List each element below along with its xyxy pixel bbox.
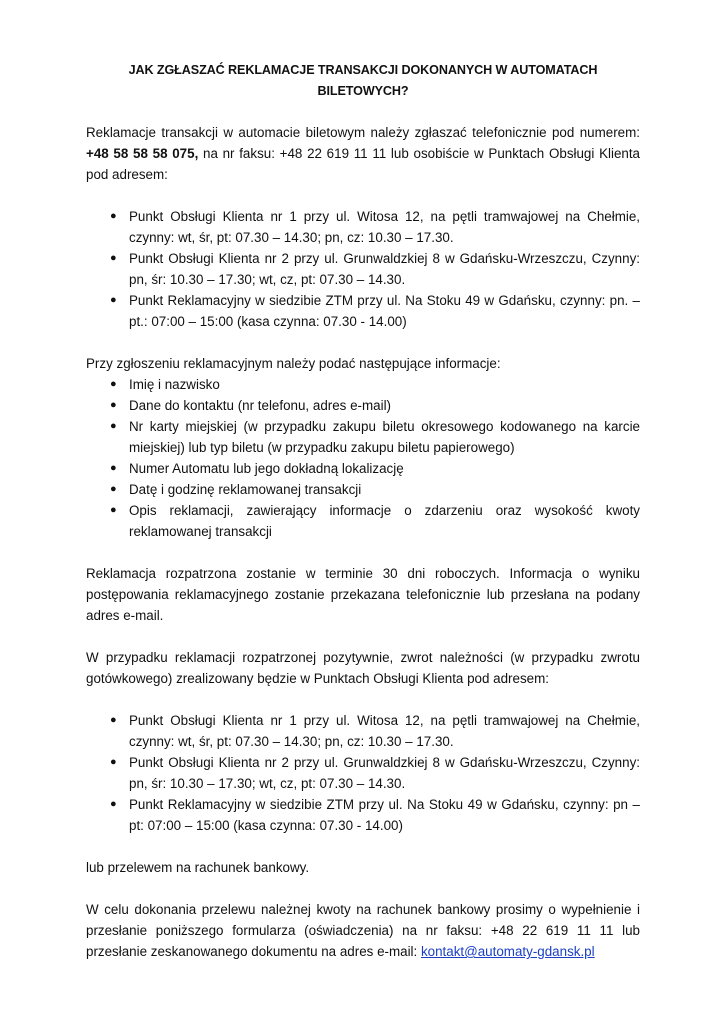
locations-list-2	[86, 710, 640, 836]
list-item	[86, 290, 640, 332]
list-item-text: Numer Automatu lub jego dokładną lokalizację	[129, 461, 404, 476]
list-item	[86, 248, 640, 290]
list-item	[86, 395, 640, 416]
intro-text: Reklamacje transakcji w automacie biletowym należy zgłaszać telefonicznie pod numerem:	[86, 125, 640, 140]
list-item-text: Imię i nazwisko	[129, 377, 220, 392]
email-link[interactable]: kontakt@automaty-gdansk.pl	[420, 944, 595, 959]
bullet-icon: ●	[110, 252, 117, 264]
list-item	[86, 458, 640, 479]
intro-text-after: na nr faksu: +48 22 619 11 11 lub osobiście w Punktach Obsługi Klienta pod adresem:	[86, 146, 641, 182]
list-item	[86, 206, 640, 248]
locations-list-1	[86, 206, 640, 332]
list-item-text: Opis reklamacji, zawierający informacje o zdarzeniu oraz wysokość kwoty reklamowanej transakcji	[129, 503, 640, 539]
bullet-icon: ●	[110, 483, 117, 495]
list-item-text: Punkt Reklamacyjny w siedzibie ZTM przy ul. Na Stoku 49 w Gdańsku, czynny: pn – pt: 07:00 – 15:00 (kasa czynna: 07.30 - 14.00)	[129, 797, 640, 833]
list-item-text: Dane do kontaktu (nr telefonu, adres e-mail)	[129, 398, 392, 413]
page-title: JAK ZGŁASZAĆ REKLAMACJE TRANSAKCJI DOKONANYCH W AUTOMATACH BILETOWYCH?	[128, 63, 598, 98]
list-item	[86, 416, 640, 458]
transfer-text: W celu dokonania przelewu należnej kwoty na rachunek bankowy prosimy o wypełnienie i przesłanie poniższego formularza (oświadczenia) na nr faksu: +48 22 619 11 11 lub przesłanie zeskanowanego dokumentu na adres e-mail:	[86, 902, 640, 959]
refund-paragraph: W przypadku reklamacji rozpatrzonej pozytywnie, zwrot należności (w przypadku zwrotu gotówkowego) zrealizowany będzie w Punktach Obsługi Klienta pod adresem:	[86, 650, 640, 686]
list-item	[86, 710, 640, 752]
info-list	[86, 374, 640, 542]
intro-paragraph	[86, 122, 640, 185]
bullet-icon: ●	[110, 504, 117, 516]
list-item-text: Punkt Obsługi Klienta nr 2 przy ul. Grunwaldzkiej 8 w Gdańsku-Wrzeszczu, Czynny: pn, śr: 10.30 – 17.30; wt, cz, pt: 07.30 – 14.30.	[129, 755, 640, 791]
info-intro: Przy zgłoszeniu reklamacyjnym należy podać następujące informacje:	[86, 356, 501, 371]
list-item	[86, 752, 640, 794]
list-item	[86, 374, 640, 395]
bullet-icon: ●	[110, 210, 117, 222]
bullet-icon: ●	[110, 294, 117, 306]
list-item	[86, 500, 640, 542]
bullet-icon: ●	[110, 462, 117, 474]
bank-transfer-line: lub przelewem na rachunek bankowy.	[86, 860, 310, 875]
bullet-icon: ●	[110, 399, 117, 411]
review-paragraph: Reklamacja rozpatrzona zostanie w terminie 30 dni roboczych. Informacja o wyniku postępowania reklamacyjnego zostanie przekazana telefonicznie lub przesłana na podany adres e-mail.	[86, 566, 640, 623]
list-item-text: Nr karty miejskiej (w przypadku zakupu biletu okresowego kodowanego na karcie miejskiej) lub typ biletu (w przypadku zakupu biletu papierowego)	[129, 419, 640, 455]
list-item-text: Punkt Obsługi Klienta nr 2 przy ul. Grunwaldzkiej 8 w Gdańsku-Wrzeszczu, Czynny: pn, śr: 10.30 – 17.30; wt, cz, pt: 07.30 – 14.30.	[129, 251, 640, 287]
list-item	[86, 794, 640, 836]
bullet-icon: ●	[110, 714, 117, 726]
list-item	[86, 479, 640, 500]
transfer-paragraph	[86, 899, 640, 962]
document-page	[86, 60, 640, 962]
bullet-icon: ●	[110, 756, 117, 768]
list-item-text: Punkt Obsługi Klienta nr 1 przy ul. Witosa 12, na pętli tramwajowej na Chełmie, czynny: wt, śr, pt: 07.30 – 14.30; pn, cz: 10.30 – 17.30.	[129, 209, 640, 245]
list-item-text: Punkt Obsługi Klienta nr 1 przy ul. Witosa 12, na pętli tramwajowej na Chełmie, czynny: wt, śr, pt: 07.30 – 14.30; pn, cz: 10.30 – 17.30.	[129, 713, 640, 749]
list-item-text: Datę i godzinę reklamowanej transakcji	[129, 482, 362, 497]
bullet-icon: ●	[110, 798, 117, 810]
list-item-text: Punkt Reklamacyjny w siedzibie ZTM przy ul. Na Stoku 49 w Gdańsku, czynny: pn. – pt.: 07:00 – 15:00 (kasa czynna: 07.30 - 14.00)	[129, 293, 640, 329]
phone-number: +48 58 58 58 075,	[86, 146, 199, 161]
bullet-icon: ●	[110, 378, 117, 390]
bullet-icon: ●	[110, 420, 117, 432]
